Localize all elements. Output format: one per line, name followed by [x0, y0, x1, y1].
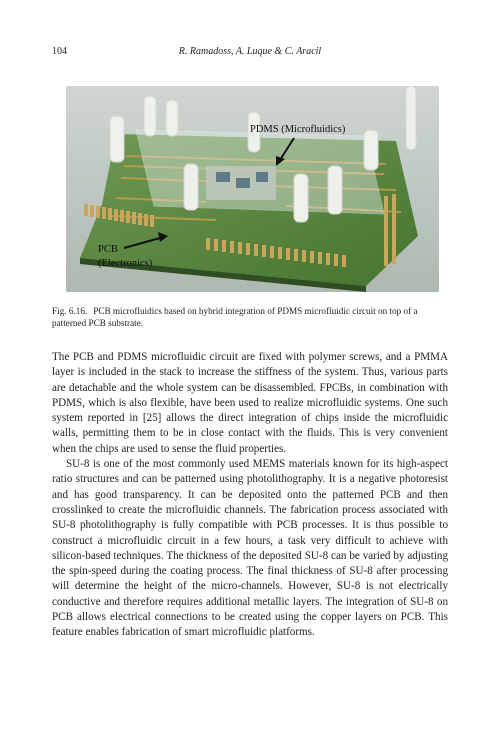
paragraph-2: SU-8 is one of the most commonly used MEMS materials known for its high-aspect ratio structures and can be patterned using photolithography. It is a negative photoresist and has good transparency. It can be deposited onto the patterned PCB and then crosslinked to create the microfluidic channels. The fabrication process associated with SU-8 photolithography is fully compatible with PCB processes. It is thus possible to construct a microfluidic circuit in a few hours, a task very difficult to achieve with silicon-based techniques. The thickness of the deposited SU-8 can be varied by adjusting the spin-speed during the coating process. The final thickness of SU-8 after processing will determine the height of the micro-channels. However, SU-8 is not electrically conductive and therefore requires additional metallic layers. The integration of SU-8 on PCB allows electrical connections to be created using the copper layers on PCB. This feature enables fabrication of smart microfluidic platforms. [52, 458, 448, 639]
figure-photo [66, 86, 439, 292]
label-electronics: (Electronics) [98, 258, 153, 269]
label-pdms: PDMS (Microfluidics) [250, 124, 346, 135]
caption-number: Fig. 6.16. [52, 306, 88, 316]
running-head-authors: R. Ramadoss, A. Luque & C. Aracil [178, 46, 322, 57]
paragraph-1: The PCB and PDMS microfluidic circuit are fixed with polymer screws, and a PMMA layer is included in the stack to increase the stiffness of the system. Thus, various parts are detachable and the whole system can be disassembled. FPCBs, in combination with PDMS, which is also flexible, have been used to realize microfluidic systems. One such system reported in [25] allows the direct integration of chips inside the microfluidic walls, permitting them to be in close contact with the fluids. This is very convenient when the chips are used to sense the fluid properties. [52, 351, 448, 455]
caption-text: PCB microfluidics based on hybrid integration of PDMS microfluidic circuit on top of a patterned PCB substrate. [52, 306, 418, 328]
label-pcb: PCB [98, 244, 118, 255]
page-number: 104 [52, 46, 67, 57]
running-head [52, 46, 448, 60]
body-text [52, 350, 448, 641]
pcb-microfluidics-photo [66, 86, 439, 292]
figure-caption [52, 305, 448, 329]
